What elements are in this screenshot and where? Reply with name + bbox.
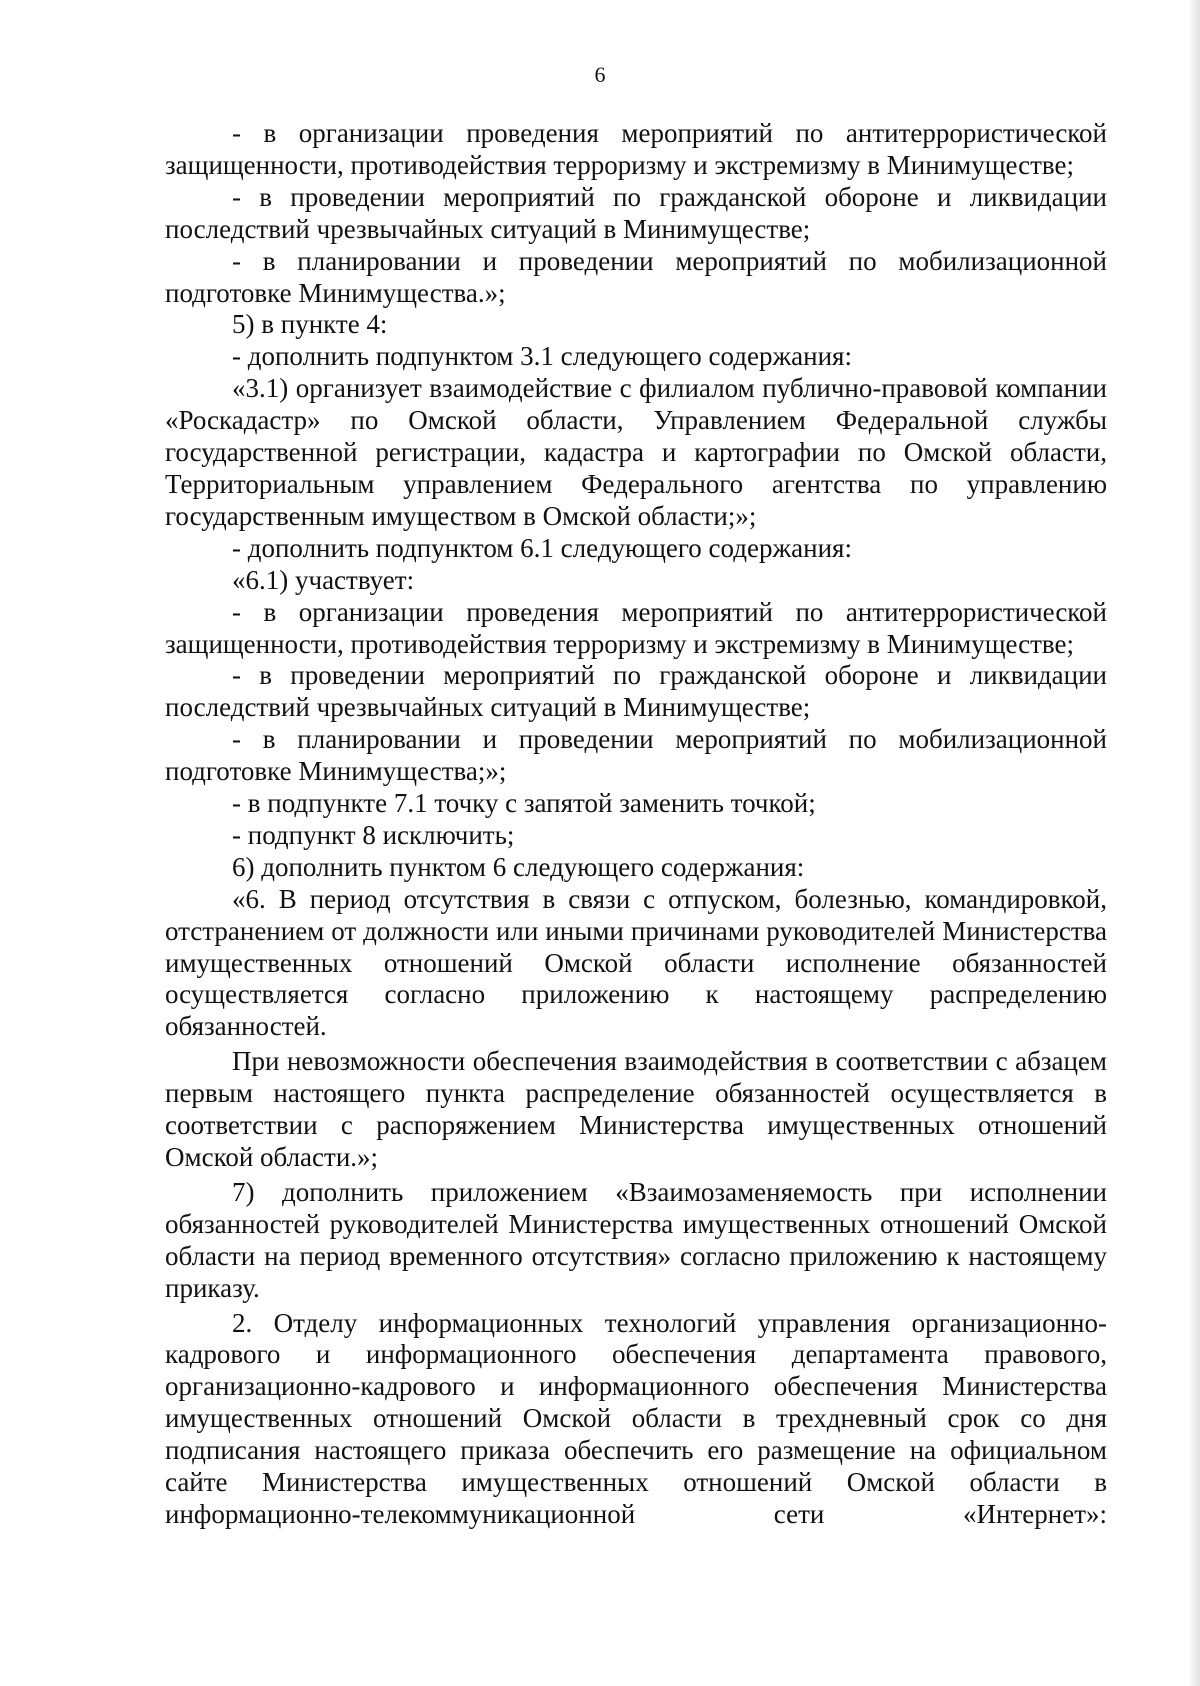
paragraph-civil-defense-1: - в проведении мероприятий по гражданской обороне и ликвидации последствий чрезвычайных ситуаций в Минимуществе; bbox=[165, 181, 1107, 244]
paragraph-civil-defense-2: - в проведении мероприятий по гражданской обороне и ликвидации последствий чрезвычайных ситуаций в Минимуществе; bbox=[165, 660, 1107, 723]
paragraph-clause-6-impossibility: При невозможности обеспечения взаимодействия в соответствии с абзацем первым настоящего пункта распределение обязанностей осуществляется в соответствии с распоряжением Министерства имущественных отношений Омской области.»; bbox=[165, 1046, 1107, 1172]
paragraph-item-6: 6) дополнить пунктом 6 следующего содержания: bbox=[232, 851, 805, 882]
paragraph-clause-6: «6. В период отсутствия в связи с отпуском, болезнью, командировкой, отстранением от должности или иными причинами руководителей Министерства имущественных отношений Омской области исполнение обязанностей осуществляется согласно приложению к настоящему распределению обязанностей. bbox=[165, 883, 1107, 1042]
paragraph-subitem-6-1: «6.1) участвует: bbox=[232, 564, 415, 595]
paragraph-subitem-3-1: «3.1) организует взаимодействие с филиалом публично-правовой компании «Роскадастр» по Омской области, Управлением Федеральной службы государственной регистрации, кадастра и картографии по Омской области, Территориальным управлением Федерального агентства по управлению государственным имуществом в Омской области;»; bbox=[165, 373, 1107, 531]
paragraph-mobilization-1: - в планировании и проведении мероприятий по мобилизационной подготовке Минимущества.»; bbox=[165, 245, 1107, 308]
scan-edge-shadow bbox=[1188, 0, 1200, 1686]
paragraph-item-5: 5) в пункте 4: bbox=[232, 309, 388, 340]
document-body bbox=[165, 118, 1107, 1531]
paragraph-subitem-8: - подпункт 8 исключить; bbox=[232, 819, 515, 850]
page-number: 6 bbox=[594, 62, 606, 87]
paragraph-add-3-1: - дополнить подпунктом 3.1 следующего содержания: bbox=[232, 341, 852, 372]
paragraph-subitem-7-1: - в подпункте 7.1 точку с запятой заменить точкой; bbox=[232, 788, 816, 819]
paragraph-antiterror-1: - в организации проведения мероприятий по антитеррористической защищенности, противодействия терроризму и экстремизму в Минимуществе; bbox=[165, 118, 1107, 180]
paragraph-point-2: 2. Отделу информационных технологий управления организационно-кадрового и информационного обеспечения департамента правового, организационно-кадрового и информационного обеспечения Министерства имущественных отношений Омской области в трехдневный срок со дня подписания настоящего приказа обеспечить его размещение на официальном сайте Министерства имущественных отношений Омской области в информационно-телекоммуникационной сети «Интернет»: bbox=[165, 1307, 1107, 1529]
paragraph-mobilization-2: - в планировании и проведении мероприятий по мобилизационной подготовке Минимущества;»; bbox=[165, 724, 1107, 787]
paragraph-antiterror-2: - в организации проведения мероприятий по антитеррористической защищенности, противодействия терроризму и экстремизму в Минимуществе; bbox=[165, 596, 1107, 659]
paragraph-item-7: 7) дополнить приложением «Взаимозаменяемость при исполнении обязанностей руководителей Министерства имущественных отношений Омской области на период временного отсутствия» согласно приложению к настоящему приказу. bbox=[165, 1176, 1107, 1303]
paragraph-add-6-1: - дополнить подпунктом 6.1 следующего содержания: bbox=[232, 532, 852, 563]
